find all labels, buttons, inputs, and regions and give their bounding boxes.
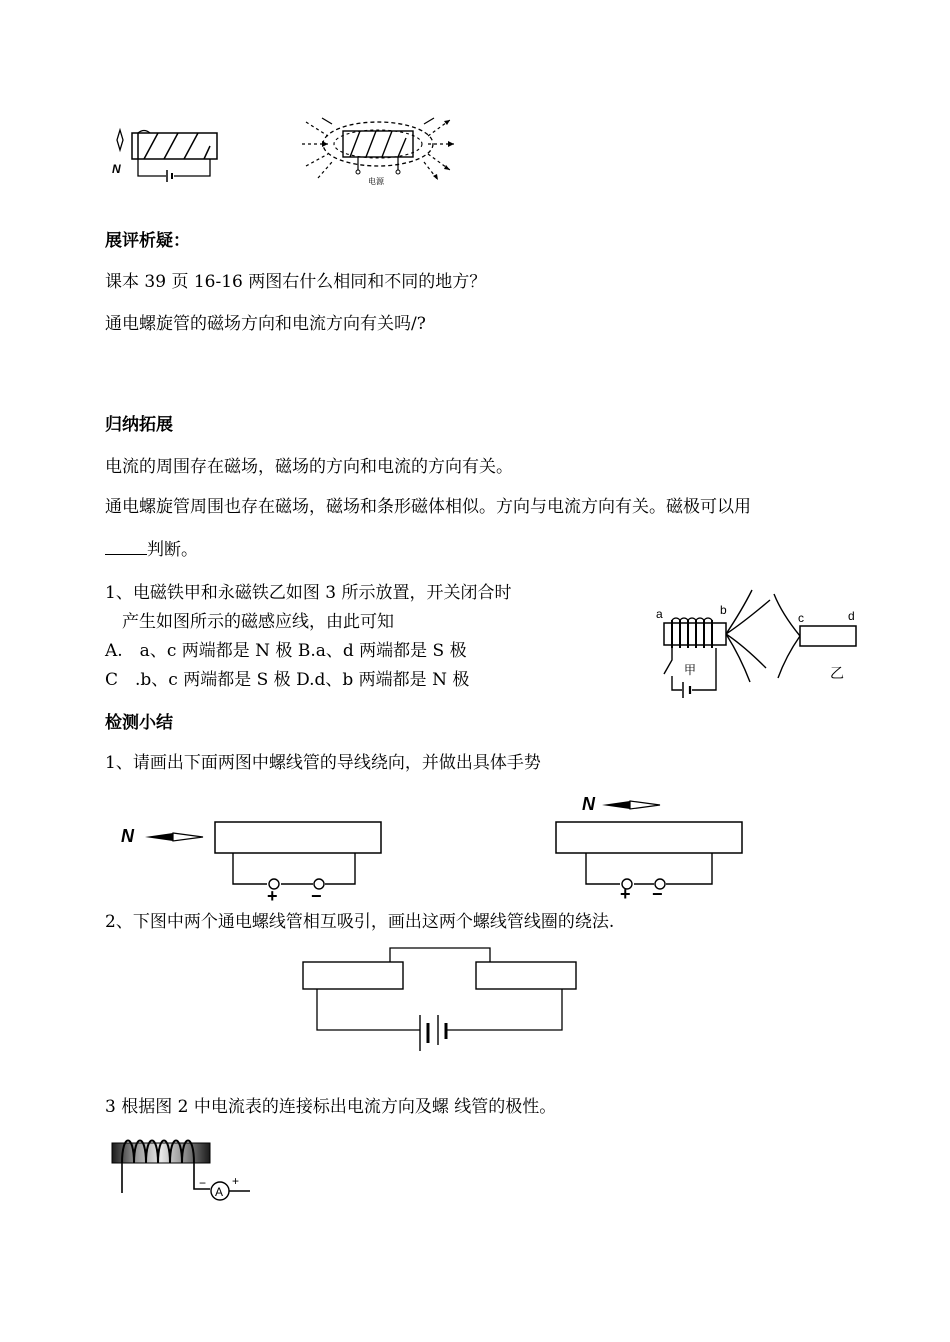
q1-line-2: 产生如图所示的磁感应线，由此可知 bbox=[122, 612, 394, 632]
right-plus-label: + bbox=[620, 884, 631, 904]
compass-n-label: N bbox=[112, 162, 121, 176]
q1-option-a-b: A. a、c 两端都是 N 极 B.a、d 两端都是 S 极 bbox=[105, 641, 467, 661]
solenoid-compass-figure bbox=[110, 118, 250, 188]
right-minus-label: − bbox=[652, 884, 663, 904]
left-plus-label: + bbox=[267, 886, 278, 906]
label-a: a bbox=[656, 607, 663, 621]
label-c: c bbox=[798, 611, 804, 625]
right-n-label: N bbox=[582, 794, 595, 814]
power-supply-label: 电源 bbox=[368, 177, 384, 186]
check-question-3: 3 根据图 2 中电流表的连接标出电流方向及螺 线管的极性。 bbox=[105, 1097, 557, 1117]
label-d: d bbox=[848, 609, 855, 623]
summary-paragraph-3-suffix: 判断。 bbox=[147, 540, 198, 560]
review-question-1: 课本 39 页 16-16 两图右什么相同和不同的地方？ bbox=[105, 272, 487, 292]
section-check-heading: 检测小结 bbox=[105, 713, 173, 733]
solenoid-left-figure bbox=[115, 800, 395, 906]
section-review-heading: 展评析疑： bbox=[105, 231, 190, 251]
review-question-2: 通电螺旋管的磁场方向和电流方向有关吗/? bbox=[105, 314, 426, 334]
label-jia: 甲 bbox=[684, 663, 697, 677]
ammeter-plus-label: + bbox=[232, 1174, 240, 1188]
check-question-1: 1、请画出下面两图中螺线管的导线绕向，并做出具体手势 bbox=[105, 753, 541, 773]
left-n-label: N bbox=[121, 826, 134, 846]
ammeter-solenoid-figure bbox=[108, 1133, 258, 1203]
two-solenoids-circuit-figure bbox=[300, 945, 590, 1055]
solenoid-field-lines-figure bbox=[298, 108, 458, 188]
check-question-2: 2、下图中两个通电螺线管相互吸引，画出这两个螺线管线圈的绕法. bbox=[105, 912, 615, 932]
summary-paragraph-3 bbox=[105, 538, 198, 561]
left-minus-label: − bbox=[311, 886, 322, 906]
label-b: b bbox=[720, 603, 727, 617]
q1-line-1: 1、电磁铁甲和永磁铁乙如图 3 所示放置，开关闭合时 bbox=[105, 583, 512, 603]
summary-paragraph-2: 通电螺旋管周围也存在磁场，磁场和条形磁体相似。方向与电流方向有关。磁极可以用 bbox=[105, 497, 751, 517]
summary-paragraph-1: 电流的周围存在磁场，磁场的方向和电流的方向有关。 bbox=[105, 457, 513, 477]
fill-in-blank[interactable] bbox=[105, 538, 147, 555]
label-yi: 乙 bbox=[830, 665, 844, 681]
ammeter-minus-label: − bbox=[199, 1176, 207, 1190]
ammeter-a-label: A bbox=[215, 1185, 224, 1199]
section-summary-heading: 归纳拓展 bbox=[105, 415, 173, 435]
solenoid-right-figure bbox=[552, 790, 772, 904]
q1-option-c-d: C .b、c 两端都是 S 极 D.d、b 两端都是 N 极 bbox=[105, 670, 470, 690]
electromagnet-figure bbox=[652, 590, 862, 720]
